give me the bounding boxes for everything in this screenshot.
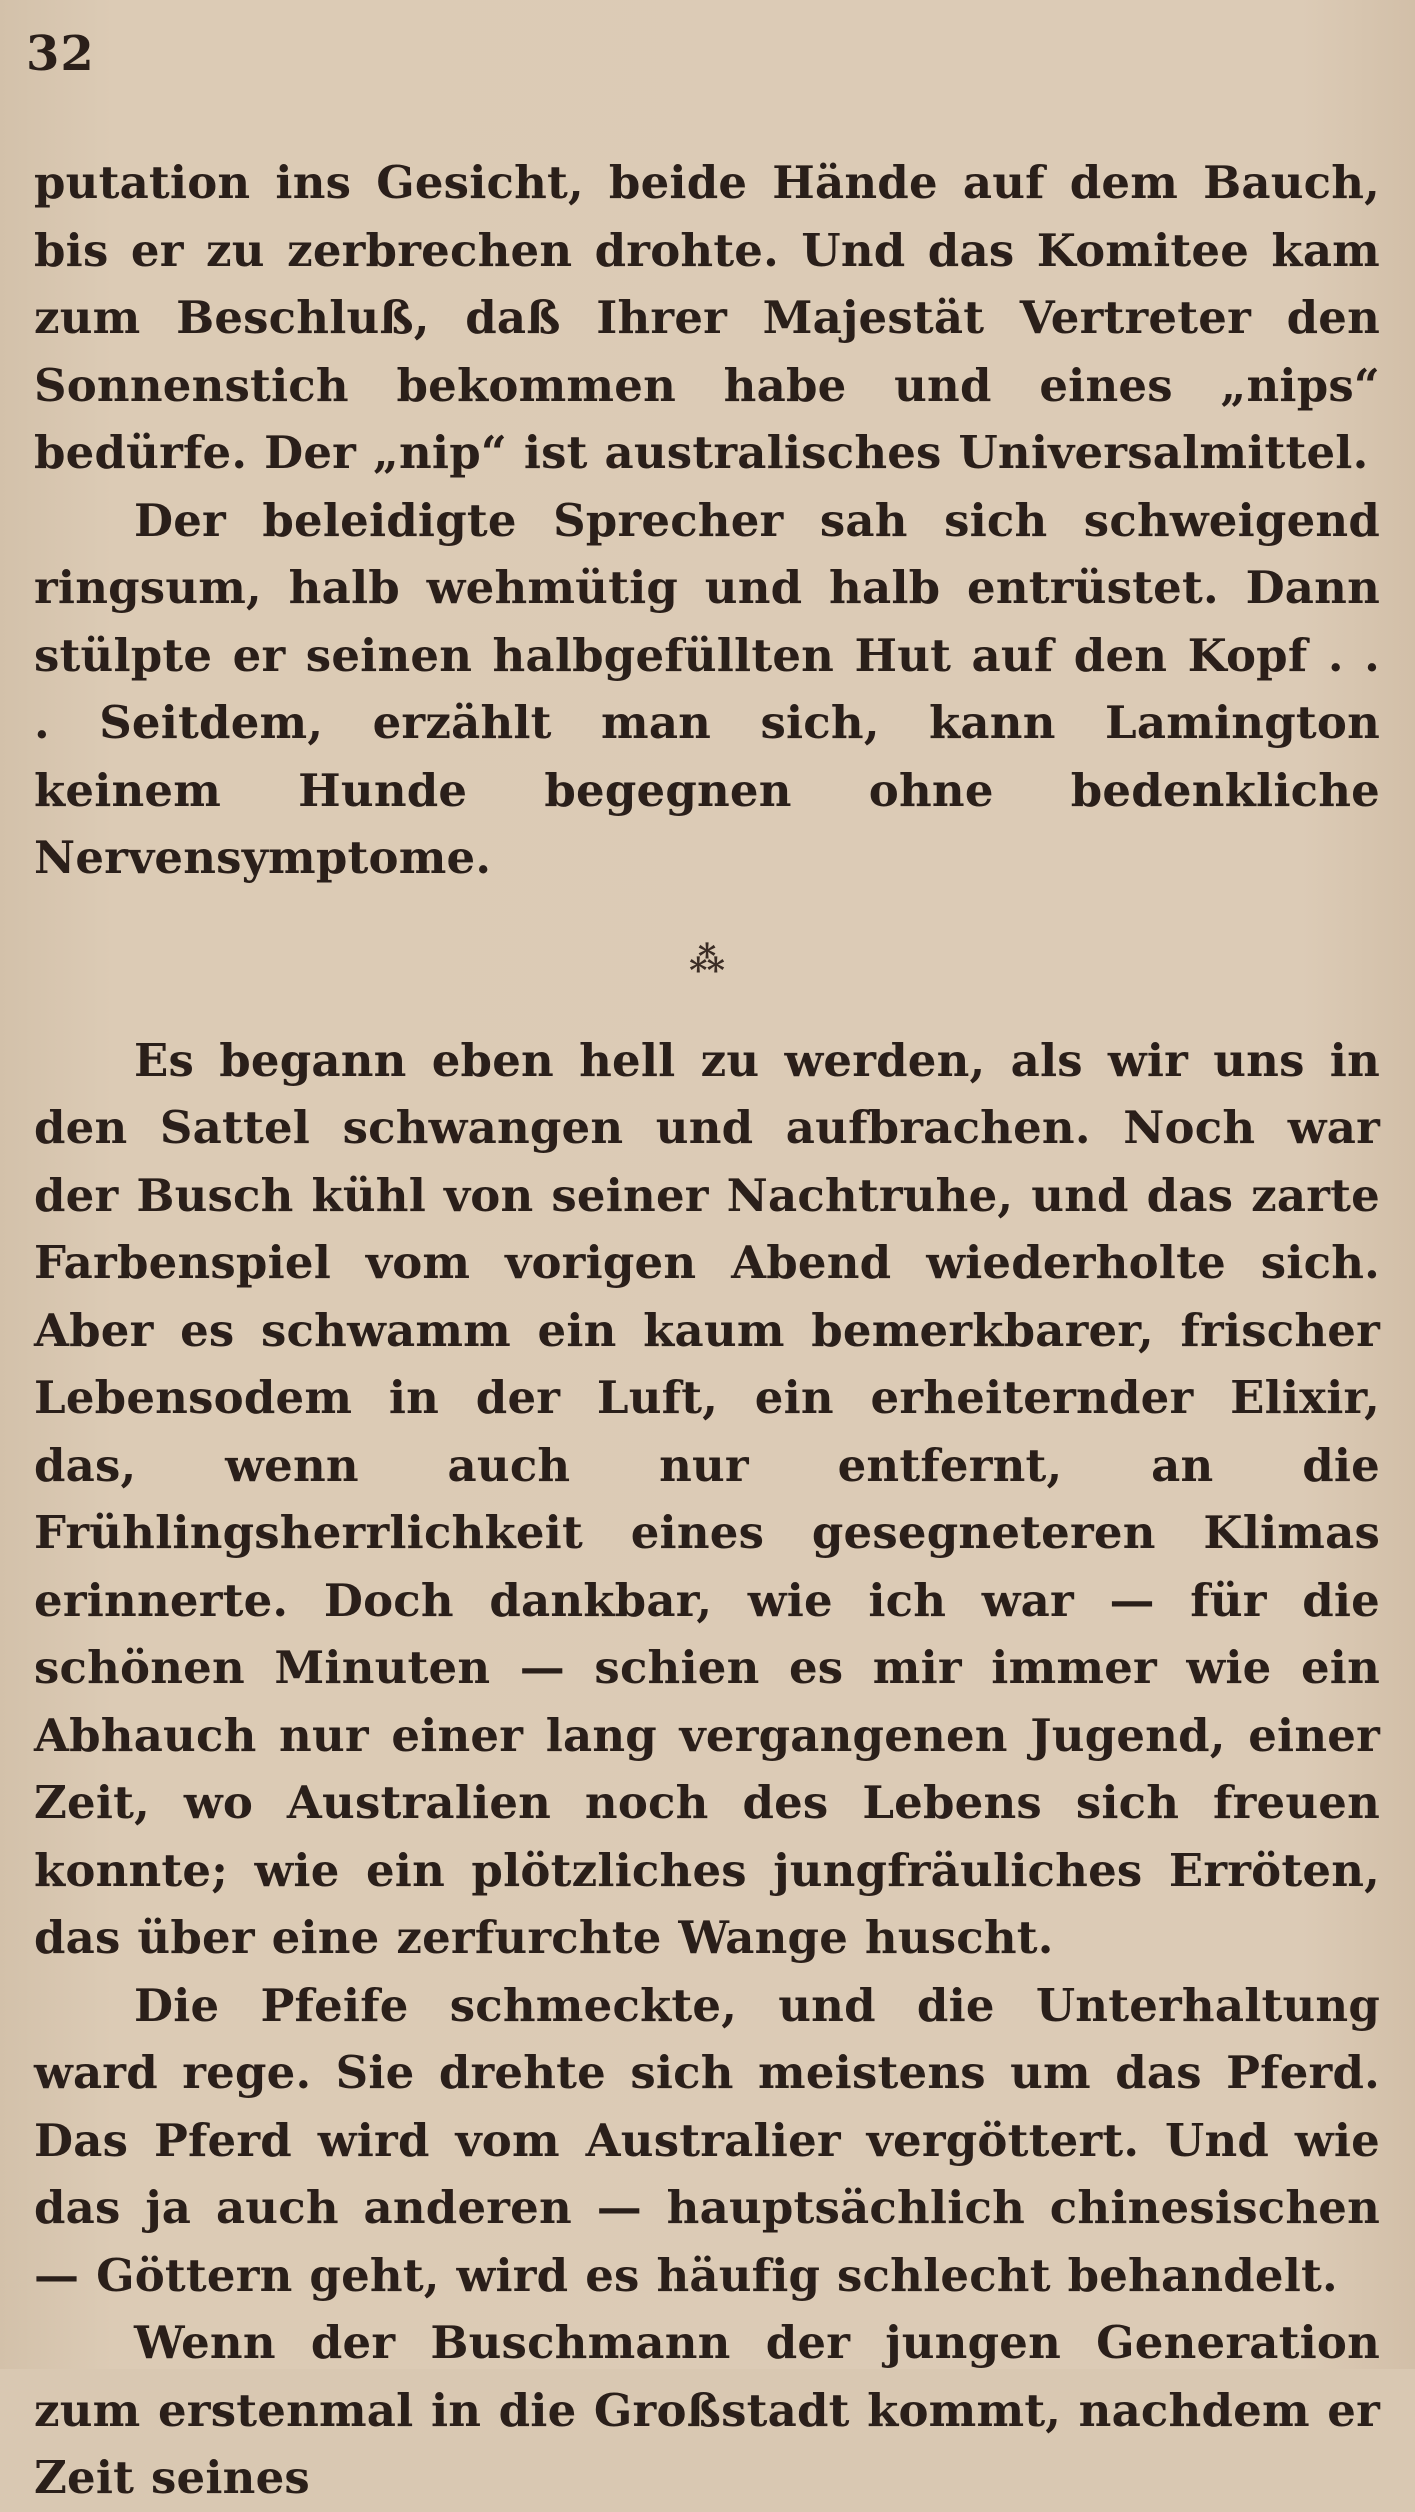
paragraph-offended-speaker: Der beleidigte Sprecher sah sich schweigend ringsum, halb wehmütig und halb entrüstet. Dann stülpte er seinen halbgefüllten Hut auf den Kopf . . . Seitdem, erzählt man sich, kann Lamington keinem Hunde begegnen ohne bedenkliche Nervensymptome. bbox=[34, 493, 1380, 884]
paragraph-horse-conversation: Die Pfeife schmeckte, und die Unterhaltung ward rege. Sie drehte sich meistens um das Pferd. Das Pferd wird vom Australier vergöttert. Und wie das ja auch anderen — hauptsächlich chinesischen — Göttern geht, wird es häufig schlecht behandelt. bbox=[34, 1978, 1380, 2302]
page-number: 32 bbox=[26, 26, 95, 82]
page-text bbox=[34, 149, 1380, 2512]
paragraph-bushman-city: Wenn der Buschmann der jungen Generation zum erstenmal in die Großstadt kommt, nachdem er Zeit seines bbox=[34, 2316, 1380, 2504]
paragraph-continued: putation ins Gesicht, beide Hände auf dem Bauch, bis er zu zerbrechen drohte. Und das Komitee kam zum Beschluß, daß Ihrer Majestät Vertreter den Sonnenstich bekommen habe und eines „nips“ bedürfe. Der „nip“ ist australisches Universalmittel. bbox=[34, 156, 1380, 479]
paragraph-dawn-ride: Es begann eben hell zu werden, als wir uns in den Sattel schwangen und aufbrachen. Noch war der Busch kühl von seiner Nachtruhe, und das zarte Farbenspiel vom vorigen Abend wiederholte sich. Aber es schwamm ein kaum bemerkbarer, frischer Lebensodem in der Luft, ein erheiternder Elixir, das, wenn auch nur entfernt, an die Frühlingsherrlichkeit eines gesegneteren Klimas erinnerte. Doch dankbar, wie ich war — für die schönen Minuten — schien es mir immer wie ein Abhauch nur einer lang vergangenen Jugend, einer Zeit, wo Australien noch des Lebens sich freuen konnte; wie ein plötzliches jungfräuliches Erröten, das über eine zerfurchte Wange huscht. bbox=[34, 1033, 1380, 1964]
section-separator: ⁂ bbox=[689, 938, 725, 980]
